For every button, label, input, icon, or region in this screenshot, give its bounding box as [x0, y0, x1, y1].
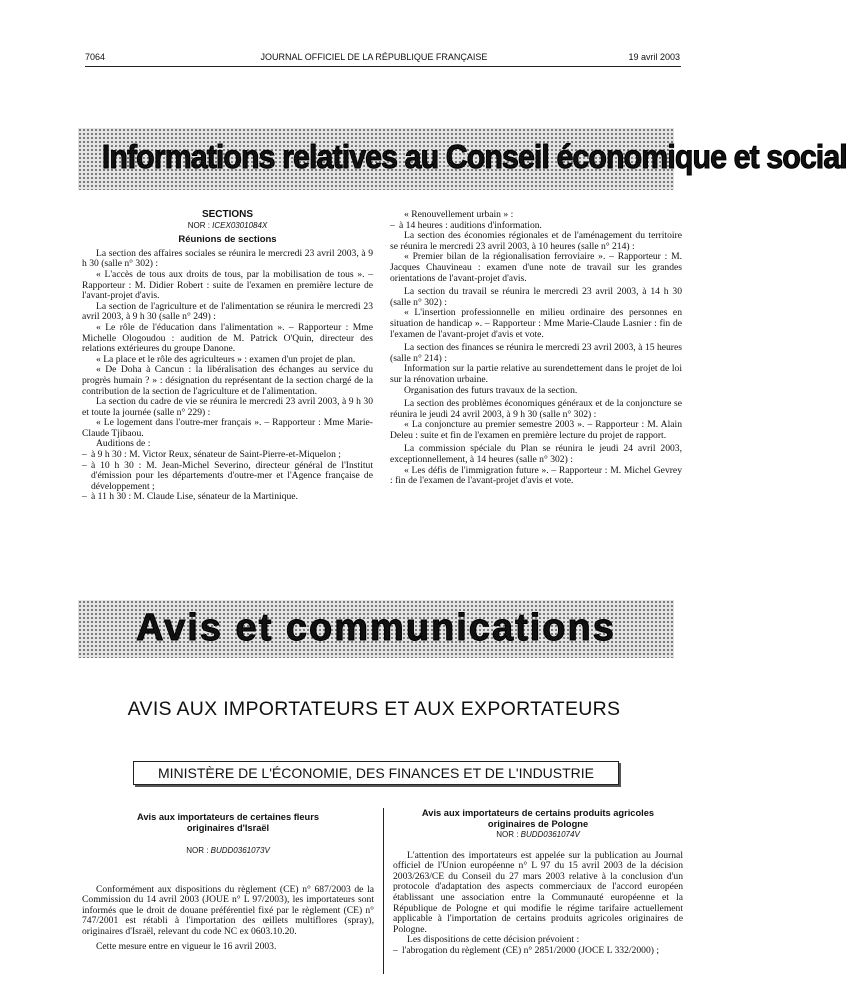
paragraph: Cette mesure entre en vigueur le 16 avril 2003.	[96, 940, 277, 952]
sections-nor: NOR : ICEX0301084X	[187, 220, 268, 230]
reunions-title: Réunions de sections	[178, 234, 277, 246]
paragraph: Auditions de :	[96, 438, 151, 450]
paragraph: « Le rôle de l'éducation dans l'alimentation ». – Rapporteur : Mme Michelle Ologoudou : audition de M. Patrick O'Quin, directeur des relations extérieures du groupe Danone.	[82, 321, 373, 355]
paragraph: « Renouvellement urbain » :	[404, 209, 514, 220]
avis-title: originaires d'Israël	[186, 823, 270, 833]
paragraph: Information sur la partie relative au surendettement dans le projet de loi sur la rénovation urbaine.	[390, 363, 682, 385]
importers-exporters-title: AVIS AUX IMPORTATEURS ET AUX EXPORTATEURS	[127, 698, 621, 720]
audition-item: – à 11 h 30 : M. Claude Lise, sénateur de la Martinique.	[82, 492, 373, 503]
paragraph: « Le logement dans l'outre-mer français ». – Rapporteur : Mme Marie-Claude Tjibaou.	[82, 417, 373, 439]
banner-conseil-economique	[78, 128, 847, 190]
paragraph: « La conjoncture au premier semestre 2003 ». – Rapporteur : M. Alain Deleu : suite et fin de l'examen en première lecture du projet de rapport.	[390, 419, 682, 441]
paragraph: L'attention des importateurs est appelée sur la publication au Journal officiel de l'Union européenne n° L 97 du 15 avril 2003 de la décision 2003/263/CE du Conseil du 27 mars 2003 relative à la conclusion d'un protocole d'adaptation des aspects commerciaux de l'accord européen établissant une association entre la Communauté européenne et la République de Pologne et qui modifie le régime tarifaire actuellement applicable à l'importation de certains produits agricoles originaires de Pologne.	[393, 849, 683, 935]
paragraph: La section du travail se réunira le mercredi 23 avril 2003, à 14 h 30 (salle n° 302) :	[390, 286, 682, 308]
paragraph: La section du cadre de vie se réunira le mercredi 23 avril 2003, à 9 h 30 et toute la journée (salle n° 229) :	[82, 396, 373, 418]
sections-nor-code: ICEX0301084X	[212, 220, 268, 230]
paragraph: « Premier bilan de la régionalisation ferroviaire ». – Rapporteur : M. Jacques Chauvineau : examen d'une note de travail sur les grandes orientations de l'avant-projet d'avis.	[390, 251, 682, 284]
avis-fleurs-israel	[82, 812, 374, 952]
paragraph: – à 14 heures : auditions d'information.	[390, 221, 682, 232]
sections-title: SECTIONS	[201, 209, 254, 220]
avis-title: Avis aux importateurs de certains produits agricoles	[421, 808, 655, 818]
audition-item: – à 9 h 30 : M. Victor Reux, sénateur de Saint-Pierre-et-Miquelon ;	[82, 450, 373, 461]
banner-conseil-text: Informations relatives au Conseil économique et social	[101, 138, 847, 175]
paragraph: « L'insertion professionnelle en milieu ordinaire des personnes en situation de handicap ». – Rapporteur : Mme Marie-Claude Lasnier : fin de l'examen de l'avant-projet d'avis et vote.	[390, 307, 682, 340]
paragraph: Organisation des futurs travaux de la section.	[404, 384, 578, 396]
avis-title: originaires de Pologne	[487, 819, 589, 829]
paragraph: « Les défis de l'immigration future ». – Rapporteur : M. Michel Gevrey : fin de l'examen de l'avant-projet d'avis et vote.	[390, 464, 682, 487]
column-divider	[383, 808, 384, 974]
paragraph: « L'accès de tous aux droits de tous, par la mobilisation de tous ». – Rapporteur : M. Didier Robert : suite de l'examen en première lecture de l'avant-projet d'avis.	[82, 268, 373, 302]
paragraph: Conformément aux dispositions du règlement (CE) n° 687/2003 de la Commission du 14 avril 2003 (JOUE n° L 97/2003), les importateurs sont informés que le droit de douane préférentiel fixé par le règlement (CE) n° 747/2001 est rétabli à l'importation des œillets multiflores (spray), originaires d'Israël, relevant du code NC ex 0603.10.20.	[82, 883, 374, 937]
banner-avis-communications	[78, 600, 674, 658]
page-header	[0, 52, 748, 66]
sections-right-column	[390, 210, 682, 487]
paragraph: Les dispositions de cette décision prévoient :	[407, 934, 580, 946]
paragraph: – l'abrogation du règlement (CE) n° 2851/2000 (JOCE L 332/2000) ;	[393, 946, 683, 957]
paragraph: « De Doha à Cancun : la libéralisation des échanges au service du progrès humain ? » : désignation du représentant de la section chargé de la contribution de la section de l'agriculture et de l'alimentation.	[82, 364, 373, 397]
paragraph: La section des économies régionales et de l'aménagement du territoire se réunira le mercredi 23 avril 2003, à 10 heures (salle n° 214) :	[390, 230, 682, 252]
ministry-box: MINISTÈRE DE L'ÉCONOMIE, DES FINANCES ET DE L'INDUSTRIE	[133, 761, 619, 785]
avis-produits-pologne	[393, 808, 683, 957]
journal-title: JOURNAL OFFICIEL DE LA RÉPUBLIQUE FRANÇAISE	[260, 52, 488, 62]
paragraph: La section des problèmes économiques généraux et de la conjoncture se réunira le jeudi 24 avril 2003, à 9 h 30 (salle n° 302) :	[390, 398, 682, 420]
paragraph: La commission spéciale du Plan se réunira le jeudi 24 avril 2003, exceptionnellement, à 14 heures (salle n° 302) :	[390, 443, 682, 466]
avis-nor: NOR : BUDD0361074V	[496, 830, 580, 839]
paragraph: La section des affaires sociales se réunira le mercredi 23 avril 2003, à 9 h 30 (salle n° 302) :	[82, 247, 373, 270]
audition-item: – à 10 h 30 : M. Jean-Michel Severino, directeur général de l'Institut d'émission pour les départements d'outre-mer et l'Agence française de développement ;	[82, 461, 373, 493]
avis-title: Avis aux importateurs de certaines fleurs	[136, 812, 320, 822]
header-rule	[85, 66, 681, 67]
issue-date: 19 avril 2003	[628, 52, 680, 62]
paragraph: « La place et le rôle des agriculteurs » : examen d'un projet de plan.	[96, 353, 356, 365]
paragraph: La section de l'agriculture et de l'alimentation se réunira le mercredi 23 avril 2003, à 9 h 30 (salle n° 249) :	[82, 300, 373, 323]
paragraph: La section des finances se réunira le mercredi 23 avril 2003, à 15 heures (salle n° 214) :	[390, 342, 682, 364]
banner-avis-text: Avis et communications	[136, 607, 616, 649]
avis-nor: NOR : BUDD0361073V	[186, 846, 270, 855]
page-number: 7064	[85, 52, 106, 62]
sections-left-column	[82, 210, 373, 503]
